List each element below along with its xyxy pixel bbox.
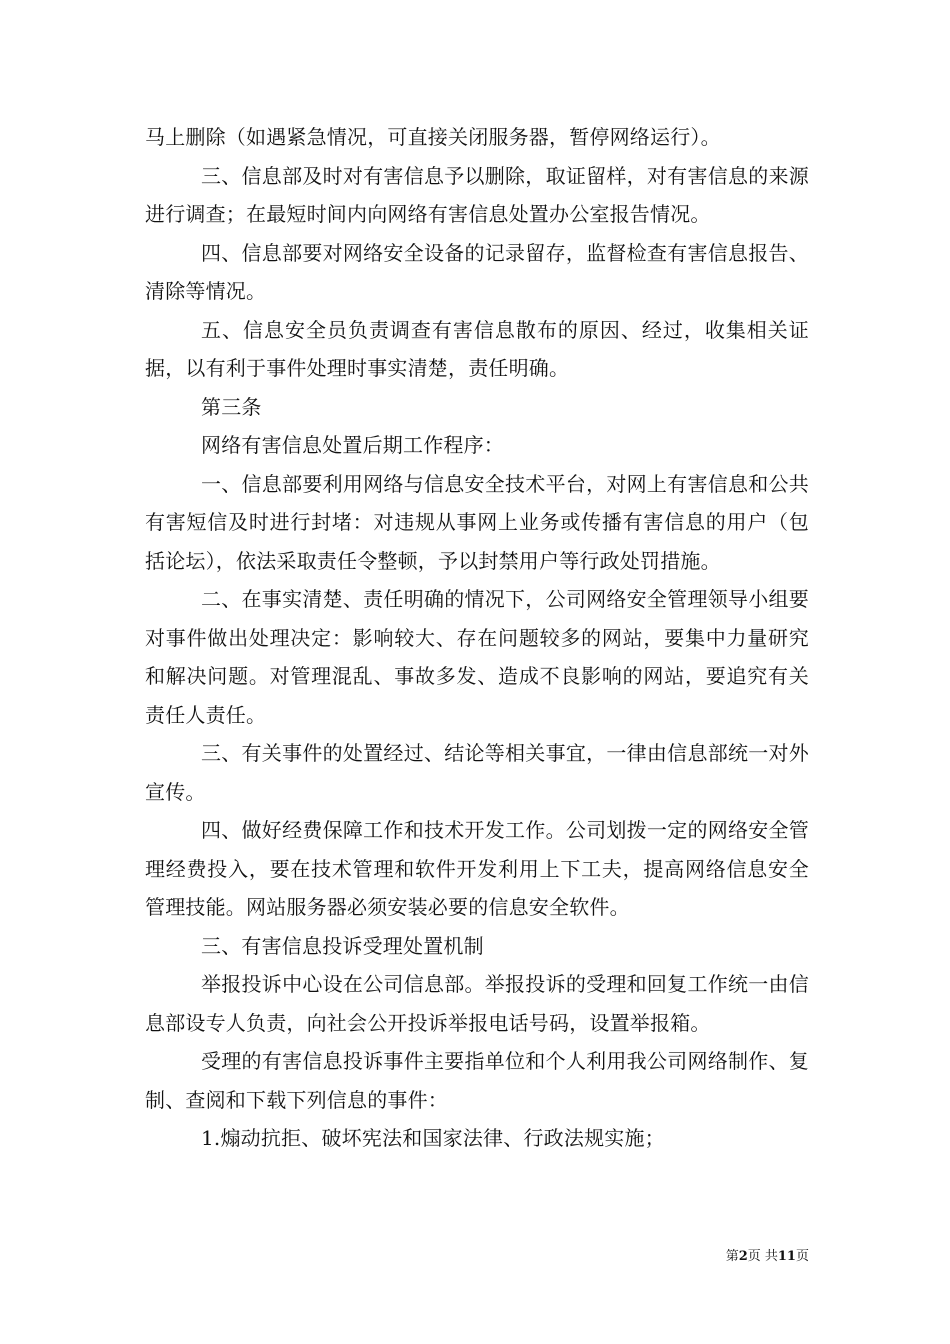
paragraph-11: 举报投诉中心设在公司信息部。举报投诉的受理和回复工作统一由信息部设专人负责，向社会公开投诉举报电话号码，设置举报箱。 [145, 972, 809, 1035]
paragraph-2: 四、信息部要对网络安全设备的记录留存，监督检查有害信息报告、清除等情况。 [145, 240, 809, 303]
footer-middle: 页 共 [747, 1249, 778, 1264]
paragraph-9: 四、做好经费保障工作和技术开发工作。公司划拨一定的网络安全管理经费投入，要在技术管理和软件开发利用上下工夫，提高网络信息安全管理技能。网站服务器必须安装必要的信息安全软件。 [145, 818, 809, 919]
paragraph-12: 受理的有害信息投诉事件主要指单位和个人利用我公司网络制作、复制、查阅和下载下列信息的事件： [145, 1049, 809, 1112]
paragraph-4: 第三条 [201, 394, 262, 419]
paragraph-6: 一、信息部要利用网络与信息安全技术平台，对网上有害信息和公共有害短信及时进行封堵：对违规从事网上业务或传播有害信息的用户（包括论坛），依法采取责任令整顿，予以封禁用户等行政处罚措施。 [145, 471, 809, 573]
paragraph-3: 五、信息安全员负责调查有害信息散布的原因、经过，收集相关证据，以有利于事件处理时事实清楚，责任明确。 [145, 317, 809, 380]
footer-suffix: 页 [795, 1249, 809, 1264]
body-text [145, 118, 809, 1158]
footer-current-page: 2 [738, 1249, 748, 1264]
paragraph-1: 三、信息部及时对有害信息予以删除，取证留样，对有害信息的来源进行调查；在最短时间内向网络有害信息处置办公室报告情况。 [145, 163, 809, 226]
page-footer [726, 1245, 809, 1264]
paragraph-0: 马上删除（如遇紧急情况，可直接关闭服务器，暂停网络运行）。 [145, 125, 721, 149]
paragraph-10: 三、有害信息投诉受理处置机制 [201, 933, 484, 958]
footer-total-pages: 11 [777, 1249, 796, 1264]
paragraph-13: 1.煽动抗拒、破坏宪法和国家法律、行政法规实施； [201, 1126, 665, 1150]
paragraph-7: 二、在事实清楚、责任明确的情况下，公司网络安全管理领导小组要对事件做出处理决定：影响较大、存在问题较多的网站，要集中力量研究和解决问题。对管理混乱、事故多发、造成不良影响的网站，要追究有关责任人责任。 [145, 587, 809, 727]
paragraph-5: 网络有害信息处置后期工作程序： [201, 433, 504, 457]
paragraph-8: 三、有关事件的处置经过、结论等相关事宜，一律由信息部统一对外宣传。 [145, 741, 809, 804]
footer-prefix: 第 [725, 1249, 739, 1264]
